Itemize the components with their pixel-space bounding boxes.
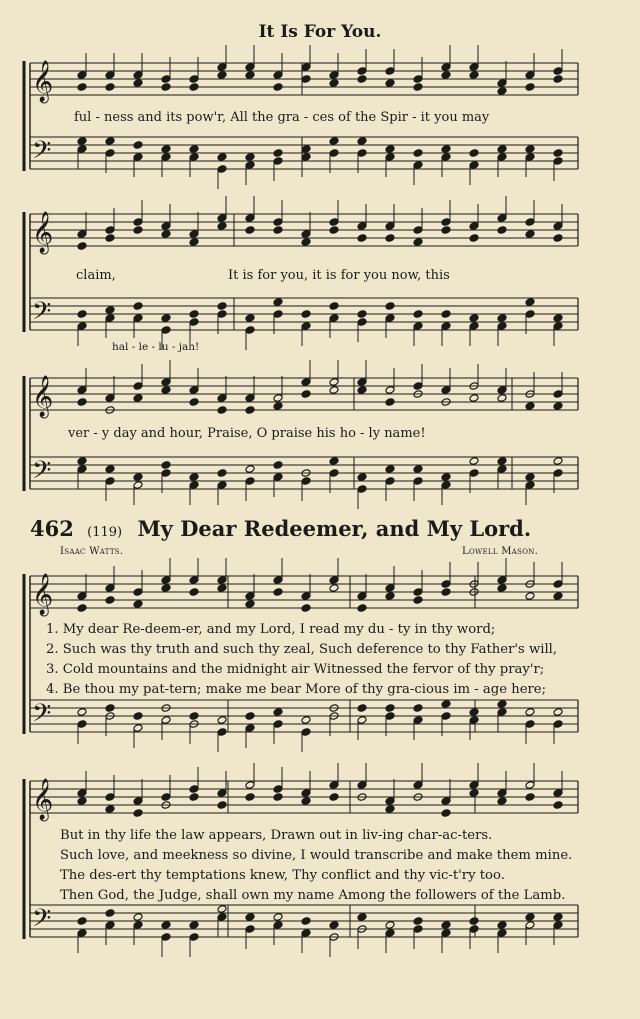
svg-text:𝄢: 𝄢 [32, 297, 52, 332]
hymn-title: My Dear Redeemer, and My Lord. [137, 516, 532, 541]
svg-text:𝄢: 𝄢 [32, 904, 52, 939]
verse-line: 4. Be thou my pat-tern; make me bear More of thy gra-cious im - age here; [46, 682, 547, 697]
verse-line: 1. My dear Re-deem-er, and my Lord, I read my du - ty in thy word; [46, 622, 496, 637]
author-credit: Isaac Watts. [60, 546, 124, 557]
svg-text:𝄞: 𝄞 [32, 212, 54, 253]
lyric-line: hal - le - lu - jah! [112, 341, 200, 353]
svg-text:𝄢: 𝄢 [32, 699, 52, 734]
svg-text:𝄢: 𝄢 [32, 456, 52, 491]
lyric-line: ful - ness and its pow'r, All the gra - ces of the Spir - it you may [74, 110, 490, 125]
svg-text:𝄞: 𝄞 [32, 779, 54, 820]
svg-text:𝄞: 𝄞 [32, 61, 54, 102]
svg-text:𝄞: 𝄞 [32, 376, 54, 417]
lyric-line: ver - y day and hour, Praise, O praise his ho - ly name! [68, 426, 426, 441]
verse-line: 3. Cold mountains and the midnight air Witnessed the fervor of thy pray'r; [46, 662, 545, 677]
verse-block-b [60, 826, 572, 906]
svg-text:𝄞: 𝄞 [32, 574, 54, 615]
hymn-ref: (119) [87, 525, 123, 540]
verse-line: The des-ert thy temptations knew, Thy conflict and thy vic-t'ry too. [60, 868, 505, 883]
verse-block-a [46, 620, 557, 700]
verse-line: Such love, and meekness so divine, I would transcribe and make them mine. [60, 848, 573, 863]
lyric-line: claim, [76, 268, 116, 283]
hymn-number: 462 [30, 516, 74, 541]
song-title: It Is For You. [258, 22, 382, 42]
verse-line: Then God, the Judge, shall own my name Among the followers of the Lamb. [60, 888, 566, 903]
lyric-line: It is for you, it is for you now, this [228, 268, 450, 283]
svg-text:𝄢: 𝄢 [32, 136, 52, 171]
verse-line: 2. Such was thy truth and such thy zeal, Such deference to thy Father's will, [46, 642, 558, 657]
composer-credit: Lowell Mason. [462, 546, 539, 557]
hymn-heading [30, 516, 600, 541]
verse-line: But in thy life the law appears, Drawn out in liv-ing char-ac-ters. [60, 828, 493, 843]
